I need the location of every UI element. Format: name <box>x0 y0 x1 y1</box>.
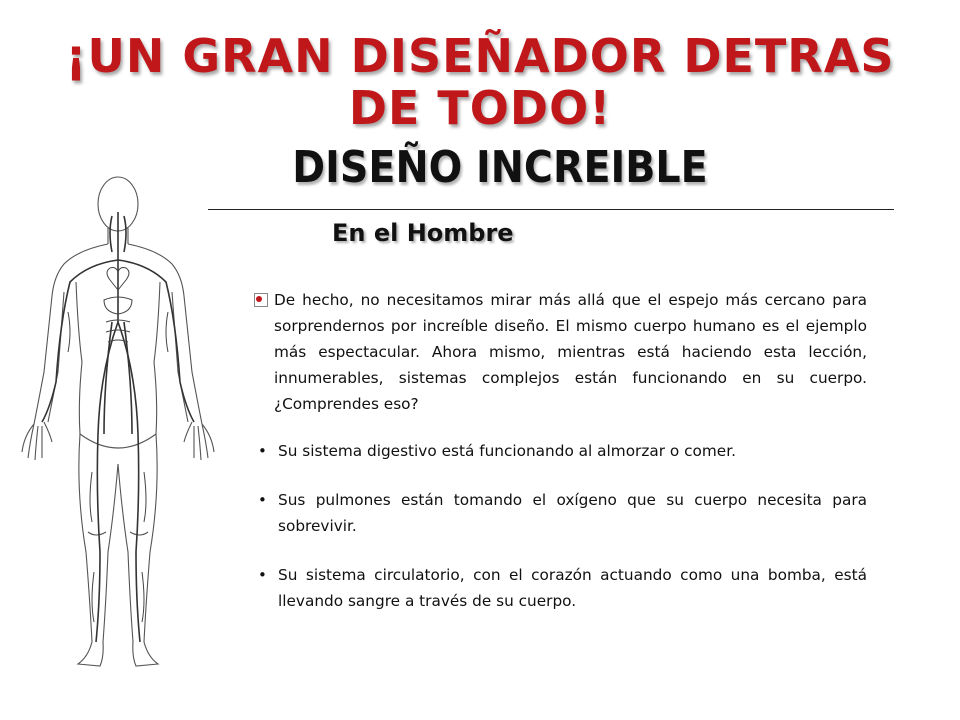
bullet-text: Su sistema digestivo está funcionando al almorzar o comer. <box>278 442 736 460</box>
bullet-dot-icon: • <box>258 566 267 584</box>
intro-text: De hecho, no necesitamos mirar más allá que el espejo más cercano para sorprendernos por increíble diseño. El mismo cuerpo humano es el ejemplo más espectacular. Ahora mismo, mientras está haciendo esta lección, innumerables, sistemas complejos están funcionando en su cuerpo. ¿Comprendes eso? <box>274 291 867 413</box>
section-heading: En el Hombre <box>332 219 514 247</box>
bullet-text: Sus pulmones están tomando el oxígeno que su cuerpo necesita para sobrevivir. <box>278 491 867 535</box>
red-bullet-icon <box>254 293 268 307</box>
bullet-list <box>254 438 867 614</box>
bullet-dot-icon: • <box>258 442 267 460</box>
bullet-text: Su sistema circulatorio, con el corazón actuando como una bomba, está llevando sangre a través de su cuerpo. <box>278 566 867 610</box>
list-item <box>254 562 867 614</box>
list-item <box>254 438 867 464</box>
main-title: ¡UN GRAN DISEÑADOR DETRAS DE TODO! <box>65 29 895 135</box>
list-item <box>254 487 867 539</box>
intro-paragraph <box>254 287 867 417</box>
divider-line <box>208 209 894 210</box>
bullet-dot-icon: • <box>258 491 267 509</box>
content-body <box>254 287 867 637</box>
subtitle: DISEÑO INCREIBLE <box>292 142 708 193</box>
human-body-illustration <box>8 172 233 682</box>
